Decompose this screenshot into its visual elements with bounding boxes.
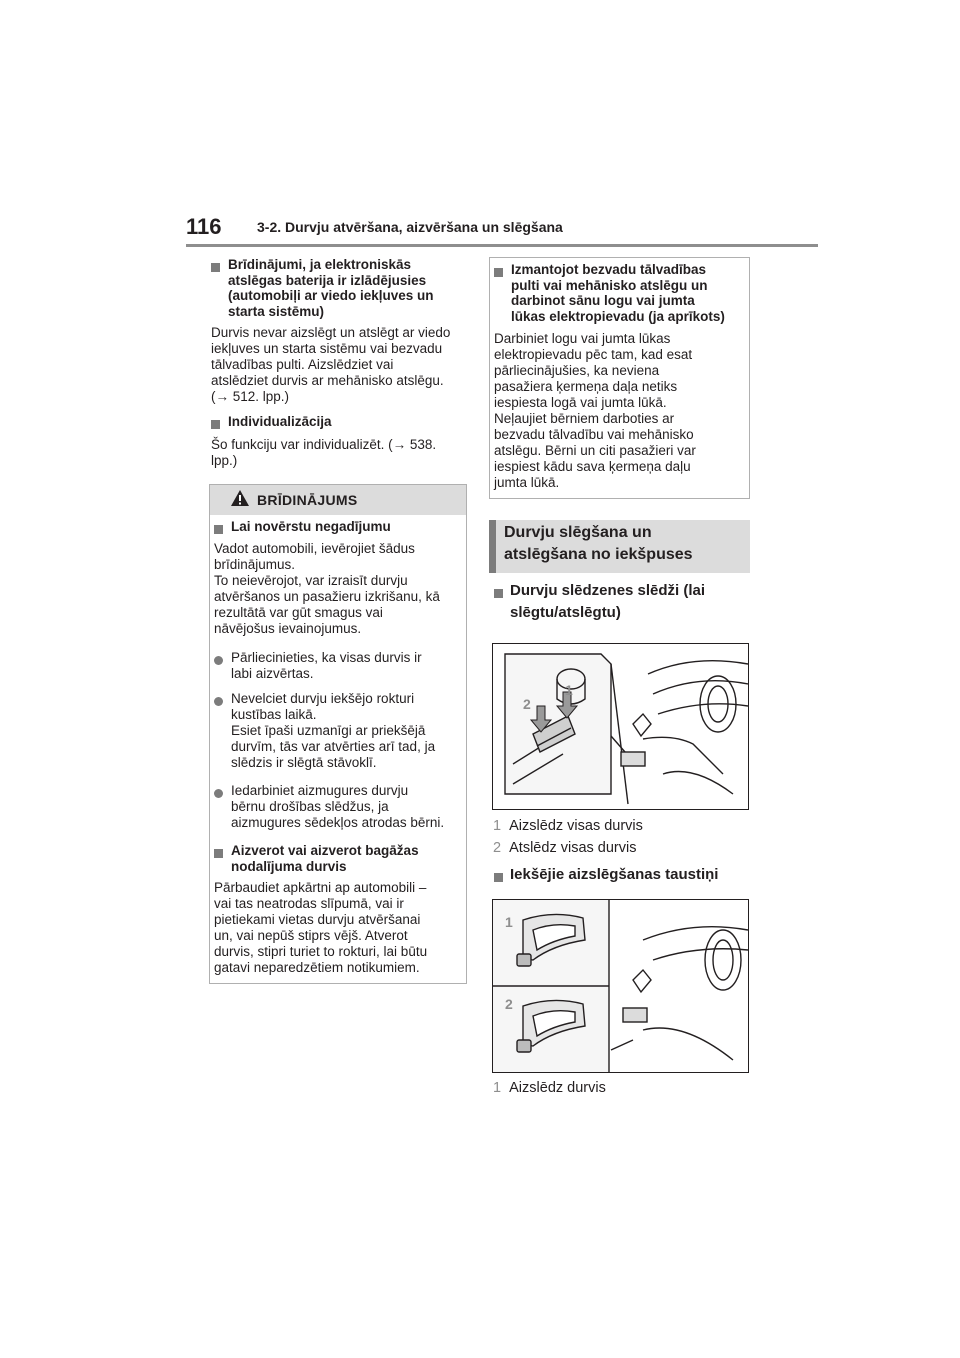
section-title: 3-2. Durvju atvēršana, aizvēršana un slēgšana bbox=[257, 219, 563, 235]
square-bullet-icon bbox=[494, 268, 503, 277]
warning-trunk-title: Aizverot vai aizverot bagāžas nodalījuma durvis bbox=[231, 843, 419, 874]
square-bullet-icon bbox=[211, 420, 220, 429]
fig1-label-1: 1 bbox=[565, 682, 573, 698]
remote-window-section bbox=[494, 262, 746, 491]
heading-band-accent bbox=[489, 520, 496, 573]
button-section-bullet bbox=[494, 870, 507, 888]
round-bullet-icon bbox=[214, 656, 223, 665]
band-title-line-1: Durvju slēgšana un bbox=[504, 524, 652, 541]
switch-item-2: 2 Atslēdz visas durvis bbox=[493, 840, 637, 856]
customization-title: Individualizācija bbox=[228, 414, 332, 429]
battery-warning-title: Brīdinājumi, ja elektroniskās atslēgas baterija ir izlādējusies (automobiļi ar viedo iekļuves un starta sistēmu) bbox=[228, 257, 434, 319]
door-lock-switch-illustration bbox=[492, 643, 749, 810]
square-bullet-icon bbox=[494, 873, 503, 882]
button-section-title: Iekšējie aizslēgšanas taustiņi bbox=[510, 866, 719, 883]
warning-trunk-body: Pārbaudiet apkārtni ap automobili – vai tas neatrodas slīpumā, vai ir pietiekami vietas durvju atvēršanai un, vai nepūš stiprs vējš. Atverot durvis, stipri turiet to rokturi, lai būtu gatavi neparedzētiem notikumiem. bbox=[214, 880, 428, 975]
warning-triangle-icon bbox=[230, 489, 250, 507]
warning-accident-title: Lai novērstu negadījumu bbox=[231, 519, 391, 534]
customization-body: Šo funkciju var individualizēt. (→ 538. lpp.) bbox=[211, 436, 437, 468]
inside-lock-button-illustration bbox=[492, 899, 749, 1073]
switch-section-title-line-1: Durvju slēdzenes slēdži (lai bbox=[510, 582, 706, 599]
warning-bullet-2: Nevelciet durvju iekšējo rokturi kustības laikā. Esiet īpaši uzmanīgi ar priekšējā durvīm, tās var atvērties arī tad, ja slēdzis ir slēgtā stāvoklī. bbox=[214, 691, 466, 771]
battery-warning-body: Durvis nevar aizslēgt un atslēgt ar viedo iekļuves un starta sistēmu vai bezvadu tālvadības pulti. Aizslēdziet vai atslēdziet durvis ar mehānisko atslēgu. (→ 512. lpp.) bbox=[211, 325, 451, 404]
button-item-1: 1 Aizslēdz durvis bbox=[493, 1080, 606, 1096]
remote-window-title: Izmantojot bezvadu tālvadības pulti vai mehānisko atslēgu un darbinot sānu logu vai jumta lūkas elektropievadu (ja aprīkots) bbox=[511, 262, 725, 324]
warning-accident-section bbox=[214, 519, 466, 637]
warning-accident-body: Vadot automobili, ievērojiet šādus brīdinājumus. To neievērojot, var izraisīt durvju atvēršanos un pasažieru izkrišanu, kā rezultātā var gūt smagus vai nāvējošus ievainojumus. bbox=[214, 540, 440, 636]
switch-section-title-line-2: slēgtu/atslēgtu) bbox=[510, 604, 621, 621]
round-bullet-icon bbox=[214, 697, 223, 706]
square-bullet-icon bbox=[214, 849, 223, 858]
square-bullet-icon bbox=[211, 263, 220, 272]
switch-item-1: 1 Aizslēdz visas durvis bbox=[493, 818, 643, 834]
warning-bullet-1: Pārliecinieties, ka visas durvis ir labi aizvērtas. bbox=[214, 650, 466, 682]
fig2-label-2: 2 bbox=[505, 996, 513, 1012]
warning-trunk-section bbox=[214, 843, 466, 976]
warning-bullet-3: Iedarbiniet aizmugures durvju bērnu drošības slēdžus, ja aizmugures sēdekļos atrodas bērni. bbox=[214, 783, 466, 831]
square-bullet-icon bbox=[494, 589, 503, 598]
switch-section-bullet bbox=[494, 586, 507, 604]
warning-title: BRĪDINĀJUMS bbox=[257, 492, 358, 508]
remote-window-body: Darbiniet logu vai jumta lūkas elektropievadu pēc tam, kad esat pārliecinājušies, ka neviena pasažiera ķermeņa daļa netiks iespiesta logā vai jumta lūkā. Neļaujiet bērniem darboties ar bezvadu tālvadību vai mehānisko atslēgu. Bērni un citi pasažieri var iespiest kādu sava ķermeņa daļu jumta lūkā. bbox=[494, 331, 696, 490]
customization-section bbox=[211, 414, 471, 469]
battery-warning-section bbox=[211, 257, 471, 405]
page-number: 116 bbox=[186, 214, 222, 239]
header-divider bbox=[186, 244, 818, 247]
fig2-label-1: 1 bbox=[505, 914, 513, 930]
round-bullet-icon bbox=[214, 789, 223, 798]
fig1-label-2: 2 bbox=[523, 696, 531, 712]
band-title-line-2: atslēgšana no iekšpuses bbox=[504, 546, 693, 563]
square-bullet-icon bbox=[214, 525, 223, 534]
